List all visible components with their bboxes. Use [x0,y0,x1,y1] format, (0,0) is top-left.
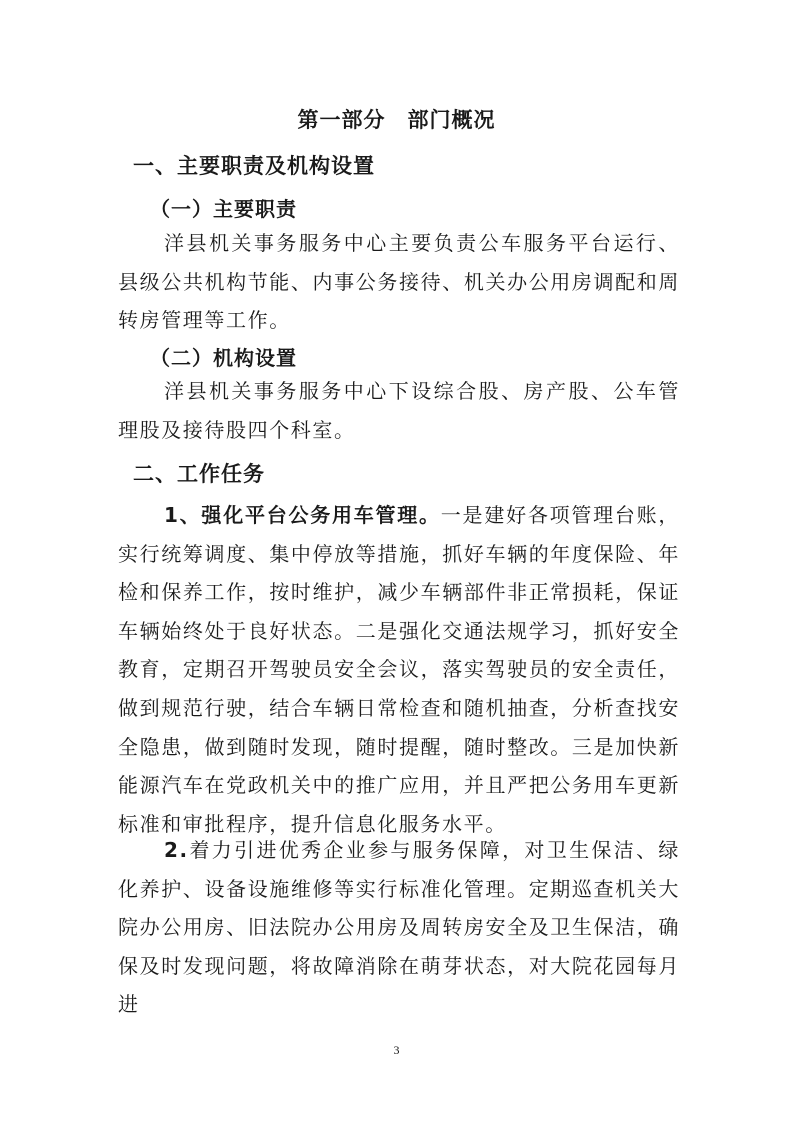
duties-paragraph: 洋县机关事务服务中心主要负责公车服务平台运行、县级公共机构节能、内事公务接待、机关办公用房调配和周转房管理等工作。 [118,231,680,333]
structure-paragraph: 洋县机关事务服务中心下设综合股、房产股、公车管理股及接待股四个科室。 [118,379,680,442]
subsection-heading-structure: （二）机构设置 [150,346,297,370]
title-part: 第一部分 [297,108,386,132]
page-number: 3 [393,1043,400,1057]
task-2-paragraph [118,831,680,1024]
task-1-lead: 1、强化平台公务用车管理。 [164,503,441,527]
title-name: 部门概况 [407,108,496,132]
subsection-heading-duties: （一）主要职责 [150,197,297,221]
task-2-lead: 2. [164,838,189,862]
task-1-paragraph [118,496,680,843]
page-title [0,104,793,134]
task-2-text: 着力引进优秀企业参与服务保障，对卫生保洁、绿化养护、设备设施维修等实行标准化管理。定期巡查机关大院办公用房、旧法院办公用房及周转房安全及卫生保洁，确保及时发现问题，将故障消除在萌芽状态，对大院花园每月进 [118,838,680,1017]
section-heading-work-tasks: 二、工作任务 [133,462,265,486]
section-heading-duties-structure: 一、主要职责及机构设置 [133,154,375,178]
task-1-text: 一是建好各项管理台账，实行统筹调度、集中停放等措施，抓好车辆的年度保险、年检和保养工作，按时维护，减少车辆部件非正常损耗，保证车辆始终处于良好状态。二是强化交通法规学习，抓好安全教育，定期召开驾驶员安全会议，落实驾驶员的安全责任，做到规范行驶，结合车辆日常检查和随机抽查，分析查找安全隐患，做到随时发现，随时提醒，随时整改。三是加快新能源汽车在党政机关中的推广应用，并且严把公务用车更新标准和审批程序，提升信息化服务水平。 [118,503,680,836]
